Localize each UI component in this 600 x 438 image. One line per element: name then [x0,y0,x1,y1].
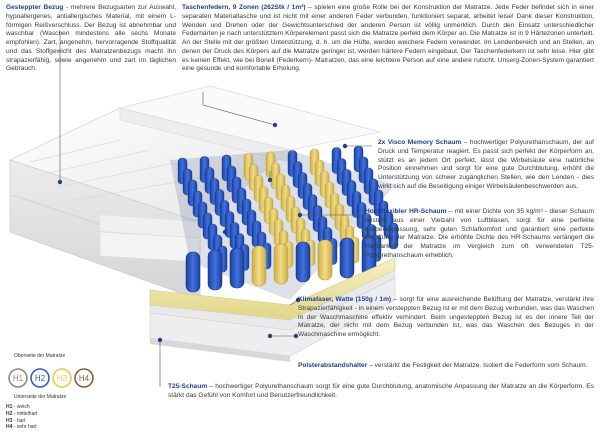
spring-pocket-blue [230,248,244,288]
spring-pocket-blue [340,238,354,278]
klima-text: – sorgt für eine ausreichende Belüftung der Matratze, verstärkt ihre Strapazierfähigkeit - in einem versteppten Bezug ist er mit dem Bezug verbunden, was das Waschen in der Waschmaschine effektiv verhindert. Beim ungesteppten Bezug ist es der innere Teil der Matratze, der nicht mit dem Bezug verbunden ist, was das Waschen des Bezuges in der Waschmaschine ermöglicht. [298,296,594,339]
legend-code: H1 [6,404,13,410]
spring-pocket-yellow [274,244,288,284]
taschenfedern-heading: Taschenfedern, 9 Zonen (262Stk / 1m²) [182,4,306,11]
hr-text: – mit einer Dichte von 35 kg/m³ - dieser Schaum besteht aus einer Vielzahl von Luftblasen, sorgt für eine perfekte Körperanpassung, sehr guten Schlafkomfort und garantiert eine perfekte Belüftung der Matratze. Die erhöhte Dichte des HR-Schaums verlängert die Haltbarkeit der Matratze im Vergleich zum oft verwendeten T25-Polyurethanschaum erheblich. [365,208,594,259]
legend-code: H3 [6,417,13,424]
klima-heading: Klimafaser, Watte (150g / 1m) [298,296,392,303]
hardness-legend [6,404,37,431]
section-hr [365,208,594,261]
bezug-text: - mehrere Bezugsarten zur Auswahl, hypoallergenes, antiallergisches Material, mit einem L-förmigen Reißverschluss. Der Bezug ist abnehmbar und waschbar (Waschen mindestens alle sechs Monate empfohlen). Zart, angenehm, hervorragende Stoffqualität und das Stoffgewicht des Matratzenbezugs macht ihn strapazierfähig, sowie angenehm und zart im täglichen Gebrauch. [6,4,176,73]
spring-pocket-blue [296,242,310,282]
spring-pocket-yellow [318,240,332,280]
legend-desc: - sehr hart [13,424,37,431]
t25-heading: T25-Schaum [168,383,208,390]
hardness-circle-label: H2 [34,374,46,383]
polster-heading: Polsterabstandshalter [298,362,368,369]
hardness-top-label: Oberseite der Matratze [14,353,66,359]
section-t25 [168,383,594,401]
hardness-circle-label: H1 [12,374,24,383]
legend-desc: - weich [13,404,30,410]
visco-heading: 2x Visco Memory Schaum [378,139,462,146]
bezug-heading: Gesteppter Bezug [6,4,64,11]
taschenfedern-text: – spielen eine große Rolle bei der Konstruktion der Matratze. Jede Feder befindet sich in einer separaten Materialtasche und ist nicht mit einer anderen Feder verbunden, funktioniert separat, arbeitet leise! Dank dieser Konstruktion, Wenden und Drehen oder der Gewichtsunterschied der anderen Person ist völlig unmerklich. Durch den Einsatz unterschiedlicher Federhärten je nach unterstütztem Körperelement passt sich die Matratze perfekt dem Körper an. Die Matratze ist in 9 Härtezonen unterteilt. An der Stelle mit der größten Unterstützung, d. h. um die Hüfte, werden weichere Federn verwendet. Im Lendenbereich und an Stellen, an denen der Druck des Körpers auf die Matratze geringer ist, werden härtere Federn eingebaut. Der Taschenfederkern ist sehr leise. Hier gibt es keinen Effekt, wie bei Bonell (Federkern)- Matratzen, das eine leichtere Person auf eine andere rutscht. Unserg-Zonen-System garantiert eine gesunde und komfortable Erholung. [182,4,595,73]
hardness-legend-item [6,424,37,431]
section-polster [298,362,594,371]
hardness-diagram [6,362,96,394]
section-klima [298,296,594,340]
legend-desc: - mittelhart [13,410,38,417]
hardness-legend-item [6,411,37,418]
spring-pocket-yellow [252,246,266,286]
spring-pocket-blue [186,252,200,292]
legend-code: H4 [6,424,13,431]
polster-text: – verstärkt die Festigkeit der Matratze. Isoliert die Federform vom Schaum. [367,362,588,369]
section-taschenfedern [182,4,594,74]
section-bezug [6,4,176,74]
visco-text: – hochwertiger Polyurethanschaum, der auf Druck und Temperatur reagiert. Es passt sich perfekt der Körperform an, stützt es an jedem Ort perfekt, lässt die Wirbelsäule eine natürliche Position einnehmen und sorgt für eine gute Durchblutung, erhöht die Unterstützung von schwer zugänglichen Stellen, wie den Lenden - dies wirkt sich auf die Beseitigung einiger Wirbelsäulenbeschwerden aus. [378,139,594,190]
hardness-bottom-label: Unterseite der Matratze [14,394,67,400]
hr-heading: Hochflexibler HR-Schaum [365,208,447,215]
section-visco [378,139,594,192]
t25-text: – hochwertiger Polyurethanschaum sorgt für eine gute Durchblutung, anatomische Anpassung der Matratze an die Körperform. Es stärkt das Gefühl von Komfort und Benutzerfreundlichkeit. [168,383,594,399]
legend-code: H2 [6,410,13,417]
spring-pocket-blue [208,250,222,290]
hardness-legend-item [6,404,37,411]
hardness-circle-label: H4 [78,374,90,383]
legend-desc: - hart [13,417,26,424]
hardness-legend-item [6,418,37,425]
hardness-circle-label: H3 [56,374,68,383]
